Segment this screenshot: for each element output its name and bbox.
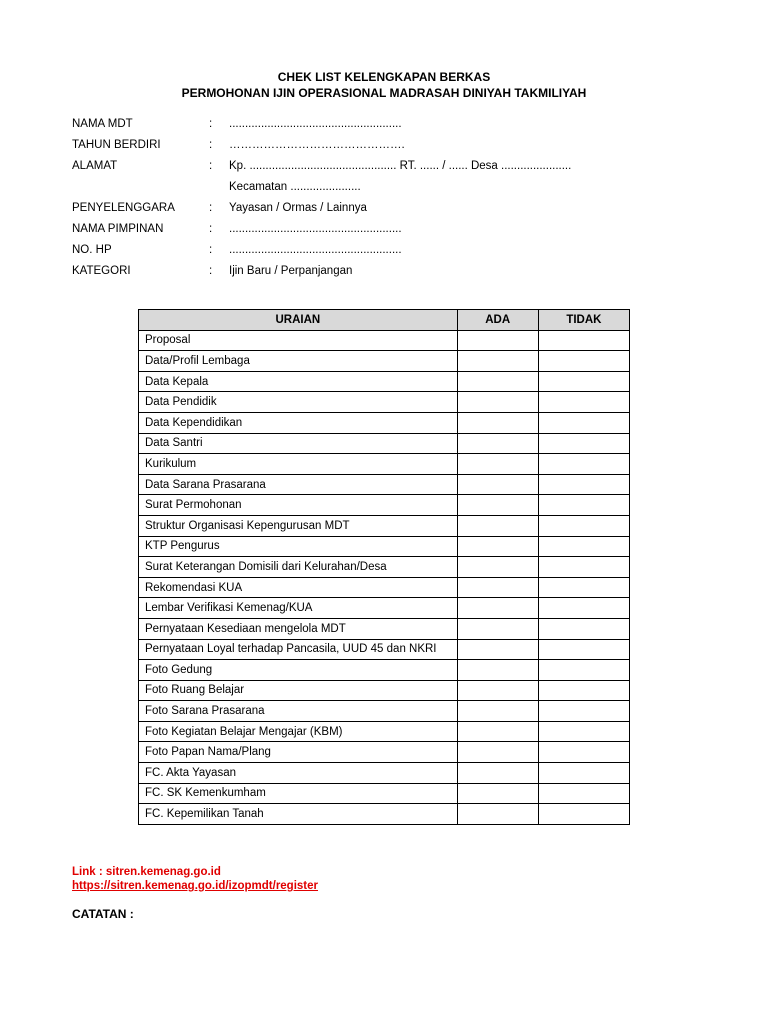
field-value: Yayasan / Ormas / Lainnya — [229, 202, 367, 214]
table-row — [139, 433, 630, 454]
ada-check-cell[interactable] — [457, 639, 538, 660]
checklist-table — [138, 309, 630, 825]
tidak-check-cell[interactable] — [538, 474, 629, 495]
field-label: KATEGORI — [72, 265, 131, 277]
ada-check-cell[interactable] — [457, 330, 538, 351]
table-row — [139, 557, 630, 578]
row-item-label: Data/Profil Lembaga — [139, 351, 458, 372]
ada-check-cell[interactable] — [457, 495, 538, 516]
table-row — [139, 680, 630, 701]
ada-check-cell[interactable] — [457, 536, 538, 557]
tidak-check-cell[interactable] — [538, 577, 629, 598]
row-item-label: KTP Pengurus — [139, 536, 458, 557]
row-item-label: FC. Kepemilikan Tanah — [139, 804, 458, 825]
table-row — [139, 783, 630, 804]
ada-check-cell[interactable] — [457, 557, 538, 578]
tidak-check-cell[interactable] — [538, 495, 629, 516]
catatan-label: CATATAN : — [72, 907, 134, 921]
field-colon: : — [209, 139, 213, 151]
ada-check-cell[interactable] — [457, 721, 538, 742]
tidak-check-cell[interactable] — [538, 680, 629, 701]
row-item-label: Proposal — [139, 330, 458, 351]
table-row — [139, 660, 630, 681]
ada-check-cell[interactable] — [457, 598, 538, 619]
table-row — [139, 371, 630, 392]
row-item-label: FC. Akta Yayasan — [139, 763, 458, 784]
table-row — [139, 742, 630, 763]
tidak-check-cell[interactable] — [538, 783, 629, 804]
row-item-label: Struktur Organisasi Kepengurusan MDT — [139, 515, 458, 536]
row-item-label: Foto Ruang Belajar — [139, 680, 458, 701]
row-item-label: Foto Kegiatan Belajar Mengajar (KBM) — [139, 721, 458, 742]
ada-check-cell[interactable] — [457, 515, 538, 536]
table-row — [139, 515, 630, 536]
field-label: ALAMAT — [72, 160, 118, 172]
table-row — [139, 804, 630, 825]
ada-check-cell[interactable] — [457, 701, 538, 722]
tidak-check-cell[interactable] — [538, 392, 629, 413]
tidak-check-cell[interactable] — [538, 763, 629, 784]
row-item-label: Surat Keterangan Domisili dari Kelurahan/Desa — [139, 557, 458, 578]
tidak-check-cell[interactable] — [538, 536, 629, 557]
ada-check-cell[interactable] — [457, 804, 538, 825]
ada-check-cell[interactable] — [457, 577, 538, 598]
tidak-check-cell[interactable] — [538, 515, 629, 536]
tidak-check-cell[interactable] — [538, 618, 629, 639]
row-item-label: Data Pendidik — [139, 392, 458, 413]
field-value: ………………………………………. — [229, 139, 405, 151]
tidak-check-cell[interactable] — [538, 433, 629, 454]
table-row — [139, 351, 630, 372]
document-subtitle: PERMOHONAN IJIN OPERASIONAL MADRASAH DINIYAH TAKMILIYAH — [181, 86, 587, 100]
ada-check-cell[interactable] — [457, 371, 538, 392]
table-row — [139, 495, 630, 516]
table-header-row — [139, 310, 630, 331]
field-colon: : — [209, 265, 213, 277]
tidak-check-cell[interactable] — [538, 351, 629, 372]
field-value: Ijin Baru / Perpanjangan — [229, 265, 353, 277]
tidak-check-cell[interactable] — [538, 557, 629, 578]
field-value: Kecamatan ...................... — [229, 181, 361, 193]
table-row — [139, 536, 630, 557]
row-item-label: Pernyataan Kesediaan mengelola MDT — [139, 618, 458, 639]
tidak-check-cell[interactable] — [538, 412, 629, 433]
tidak-check-cell[interactable] — [538, 804, 629, 825]
field-value: ...................................................... — [229, 223, 402, 235]
register-link[interactable]: https://sitren.kemenag.go.id/izopmdt/register — [72, 880, 319, 892]
field-value: ...................................................... — [229, 118, 402, 130]
table-row — [139, 330, 630, 351]
tidak-check-cell[interactable] — [538, 639, 629, 660]
table-row — [139, 454, 630, 475]
tidak-check-cell[interactable] — [538, 701, 629, 722]
field-colon: : — [209, 223, 213, 235]
ada-check-cell[interactable] — [457, 763, 538, 784]
table-row — [139, 412, 630, 433]
field-label: NAMA PIMPINAN — [72, 223, 164, 235]
table-row — [139, 618, 630, 639]
ada-check-cell[interactable] — [457, 474, 538, 495]
field-value: Kp. .............................................. RT. ...... / ...... Desa ...................... — [229, 160, 572, 172]
tidak-check-cell[interactable] — [538, 660, 629, 681]
row-item-label: Surat Permohonan — [139, 495, 458, 516]
table-row — [139, 474, 630, 495]
field-value: ...................................................... — [229, 244, 402, 256]
field-label: NO. HP — [72, 244, 112, 256]
ada-check-cell[interactable] — [457, 351, 538, 372]
ada-check-cell[interactable] — [457, 454, 538, 475]
tidak-check-cell[interactable] — [538, 598, 629, 619]
ada-check-cell[interactable] — [457, 618, 538, 639]
ada-check-cell[interactable] — [457, 680, 538, 701]
table-row — [139, 598, 630, 619]
document-title: CHEK LIST KELENGKAPAN BERKAS — [277, 70, 491, 84]
ada-check-cell[interactable] — [457, 742, 538, 763]
field-label: PENYELENGGARA — [72, 202, 175, 214]
field-colon: : — [209, 160, 213, 172]
row-item-label: Foto Gedung — [139, 660, 458, 681]
tidak-check-cell[interactable] — [538, 454, 629, 475]
table-row — [139, 577, 630, 598]
row-item-label: Lembar Verifikasi Kemenag/KUA — [139, 598, 458, 619]
row-item-label: Foto Papan Nama/Plang — [139, 742, 458, 763]
ada-check-cell[interactable] — [457, 392, 538, 413]
ada-check-cell[interactable] — [457, 433, 538, 454]
table-row — [139, 392, 630, 413]
row-item-label: FC. SK Kemenkumham — [139, 783, 458, 804]
field-label: TAHUN BERDIRI — [72, 139, 161, 151]
table-row — [139, 721, 630, 742]
field-label: NAMA MDT — [72, 118, 133, 130]
ada-check-cell[interactable] — [457, 783, 538, 804]
tidak-check-cell[interactable] — [538, 330, 629, 351]
ada-check-cell[interactable] — [457, 412, 538, 433]
field-colon: : — [209, 244, 213, 256]
table-row — [139, 639, 630, 660]
table-row — [139, 763, 630, 784]
column-header-tidak: TIDAK — [538, 310, 629, 331]
column-header-uraian: URAIAN — [139, 310, 458, 331]
row-item-label: Data Sarana Prasarana — [139, 474, 458, 495]
link-block — [72, 865, 318, 893]
row-item-label: Data Santri — [139, 433, 458, 454]
tidak-check-cell[interactable] — [538, 371, 629, 392]
field-colon: : — [209, 118, 213, 130]
row-item-label: Data Kependidikan — [139, 412, 458, 433]
field-colon: : — [209, 202, 213, 214]
table-row — [139, 701, 630, 722]
row-item-label: Kurikulum — [139, 454, 458, 475]
row-item-label: Rekomendasi KUA — [139, 577, 458, 598]
row-item-label: Pernyataan Loyal terhadap Pancasila, UUD 45 dan NKRI — [139, 639, 458, 660]
tidak-check-cell[interactable] — [538, 742, 629, 763]
link-label: Link : sitren.kemenag.go.id — [72, 866, 221, 878]
ada-check-cell[interactable] — [457, 660, 538, 681]
row-item-label: Data Kepala — [139, 371, 458, 392]
tidak-check-cell[interactable] — [538, 721, 629, 742]
row-item-label: Foto Sarana Prasarana — [139, 701, 458, 722]
column-header-ada: ADA — [457, 310, 538, 331]
